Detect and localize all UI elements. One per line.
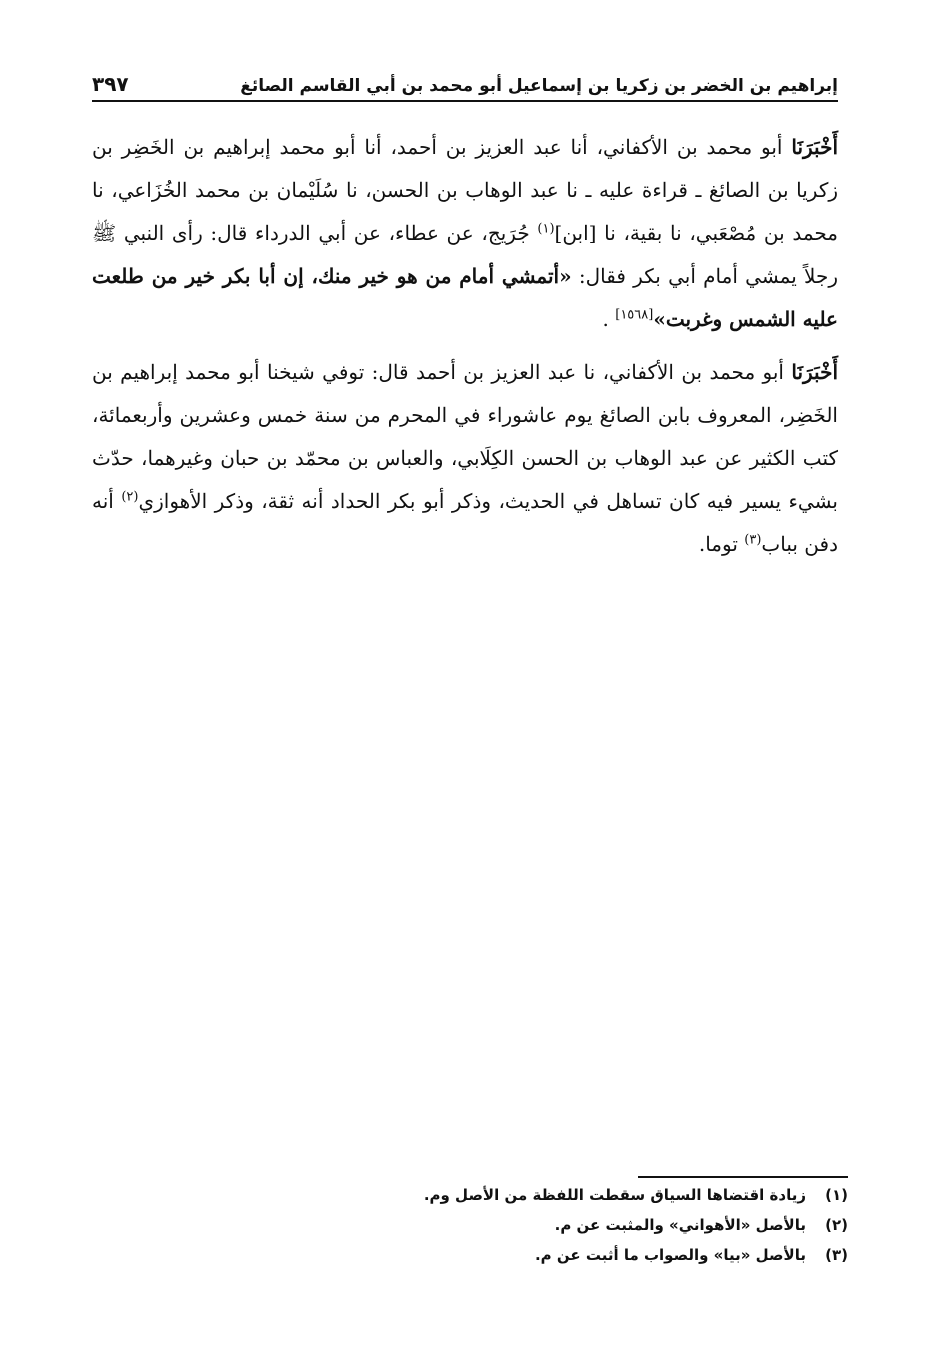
paragraph-1: [92, 126, 838, 341]
footnotes: [200, 1180, 848, 1270]
paragraph-text: أبو محمد بن الأكفاني، أنا عبد العزيز بن أحمد، أنا أبو محمد إبراهيم بن الخَضِر بن زكريا بن الصائغ ـ قراءة عليه ـ نا عبد الوهاب بن الحسن، نا سُلَيْمان بن محمد الخُزَاعي، نا محمد بن مُصْعَبي، نا بقية، نا [ابن]: [92, 135, 838, 245]
paragraph-lead: أَخْبَرَنَا: [791, 360, 838, 384]
footnote-number: (٣): [825, 1246, 848, 1264]
page-number: ٣٩٧: [92, 72, 129, 96]
footnote-text: بالأصل «الأهواني» والمثبت عن م.: [554, 1216, 806, 1234]
footnote-item: [200, 1240, 848, 1270]
paragraph-lead: أَخْبَرَنَا: [791, 135, 838, 159]
paragraph-text: أنه دفن بباب: [92, 489, 838, 556]
footnote-marker: (١): [537, 221, 555, 237]
hadith-quote: «أتمشي أمام من هو خير منك، إن أبا بكر خير من طلعت عليه الشمس وغربت»: [92, 264, 838, 331]
footnote-number: (٢): [825, 1216, 848, 1234]
paragraph-end: .: [602, 307, 616, 331]
header-title: إبراهيم بن الخضر بن زكريا بن إسماعيل أبو محمد بن أبي القاسم الصائغ: [240, 76, 838, 96]
paragraph-2: [92, 351, 838, 566]
hadith-number: [١٥٦٨]: [615, 307, 654, 323]
footnote-marker: (٣): [744, 532, 762, 548]
footnote-separator: [638, 1176, 848, 1178]
paragraph-end: توما.: [698, 532, 745, 556]
paragraph-text: أبو محمد بن الأكفاني، نا عبد العزيز بن أحمد قال: توفي شيخنا أبو محمد إبراهيم بن الخَضِر، المعروف بابن الصائغ يوم عاشوراء في المحرم من سنة خمس وعشرين وأربعمائة، كتب الكثير عن عبد الوهاب بن الحسن الكِلَابي، والعباس بن محمّد بن حبان وغيرهما، حدّث بشيء يسير فيه كان تساهل في الحديث، وذكر أبو بكر الحداد أنه ثقة، وذكر الأهوازي: [92, 360, 838, 513]
footnote-number: (١): [825, 1186, 848, 1204]
main-text: [92, 126, 838, 576]
footnote-item: [200, 1210, 848, 1240]
footnote-marker: (٢): [121, 489, 139, 505]
footnote-text: زيادة اقتضاها السياق سقطت اللفظة من الأصل وم.: [423, 1186, 806, 1204]
footnote-text: بالأصل «بيا» والصواب ما أثبت عن م.: [534, 1246, 806, 1264]
running-header: [92, 62, 838, 102]
paragraph-text: جُرَيج، عن عطاء، عن أبي الدرداء قال: رأى النبي ﷺ رجلاً يمشي أمام أبي بكر فقال:: [92, 221, 839, 288]
footnote-item: [200, 1180, 848, 1210]
